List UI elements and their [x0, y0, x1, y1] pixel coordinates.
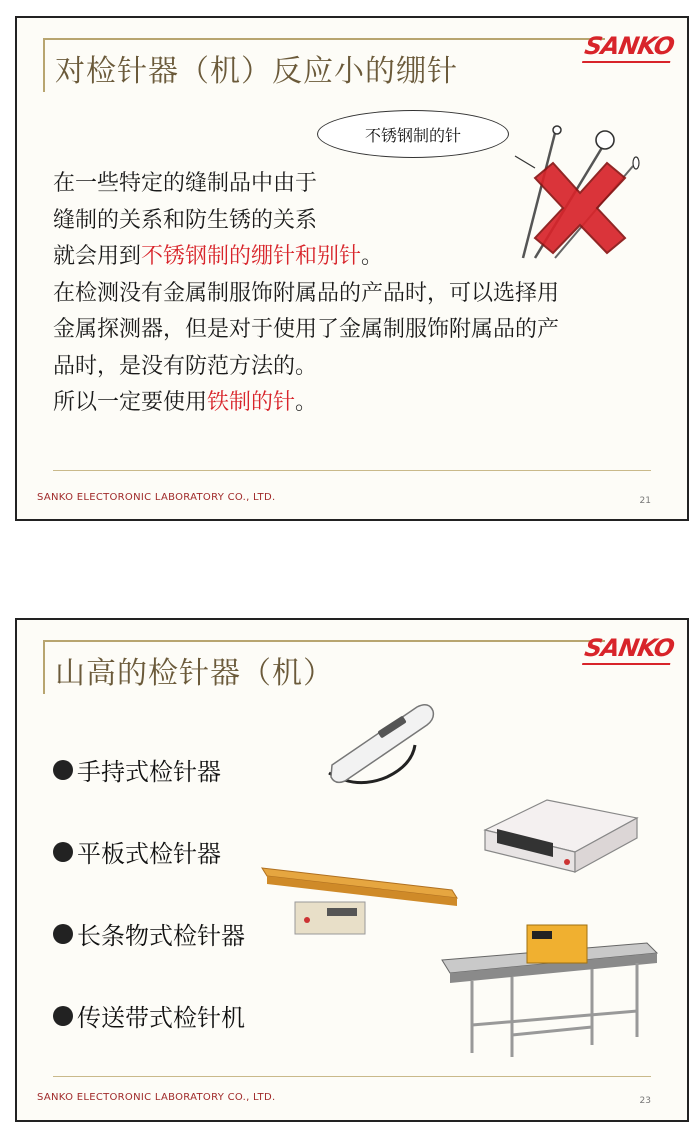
text-run: 金属探测器，但是对于使用了金属制服饰附属品的产 — [53, 317, 560, 342]
body-line — [53, 349, 559, 386]
footer-rule — [53, 470, 651, 471]
bullet-dot-icon — [53, 760, 73, 780]
body-line — [53, 239, 559, 276]
page-number: 21 — [639, 496, 651, 506]
body-line — [53, 166, 559, 203]
conveyor-detector-icon — [432, 915, 667, 1065]
body-line — [53, 203, 559, 240]
body-line — [53, 276, 559, 313]
footer-company: SANKO ELECTORONIC LABORATORY CO., LTD. — [37, 492, 276, 503]
text-run: 在检测没有金属制服饰附属品的产品时，可以选择用 — [53, 280, 560, 306]
highlight-text: 铁制的针 — [207, 390, 296, 415]
list-item: 手持式检针器 — [53, 752, 221, 787]
footer-company: SANKO ELECTORONIC LABORATORY CO., LTD. — [37, 1092, 276, 1103]
body-paragraph — [53, 166, 559, 422]
slide-title: 山高的检针器（机） — [55, 656, 334, 691]
text-run: 缝制的关系和防生锈的关系 — [53, 207, 318, 233]
sanko-logo: SANKO — [582, 634, 676, 662]
list-item: 平板式检针器 — [53, 834, 221, 869]
bullet-dot-icon — [53, 924, 73, 944]
slide-needles — [15, 16, 689, 521]
bullet-dot-icon — [53, 1006, 73, 1026]
list-item: 传送带式检针机 — [53, 998, 245, 1033]
page-number: 23 — [639, 1096, 651, 1106]
list-item: 长条物式检针器 — [53, 916, 245, 951]
text-run: 。 — [361, 244, 384, 269]
bubble-text: 不锈钢制的针 — [364, 125, 461, 145]
slide-title: 对检针器（机）反应小的绷针 — [55, 54, 458, 89]
text-run: 品时，是没有防范方法的。 — [53, 353, 318, 379]
slide-detectors — [15, 618, 689, 1122]
sanko-logo: SANKO — [582, 32, 676, 60]
body-line — [53, 385, 559, 422]
text-run: 。 — [295, 390, 318, 415]
flat-table-detector-icon — [477, 780, 642, 880]
footer-rule — [53, 1076, 651, 1077]
text-run: 就会用到 — [53, 244, 142, 269]
text-run: 在一些特定的缝制品中由于 — [53, 171, 318, 196]
speech-bubble — [317, 110, 509, 158]
highlight-text: 不锈钢制的绷针和别针 — [141, 244, 362, 269]
handheld-detector-icon — [317, 695, 447, 795]
text-run: 所以一定要使用 — [53, 390, 208, 415]
bullet-dot-icon — [53, 842, 73, 862]
body-line — [53, 312, 559, 349]
